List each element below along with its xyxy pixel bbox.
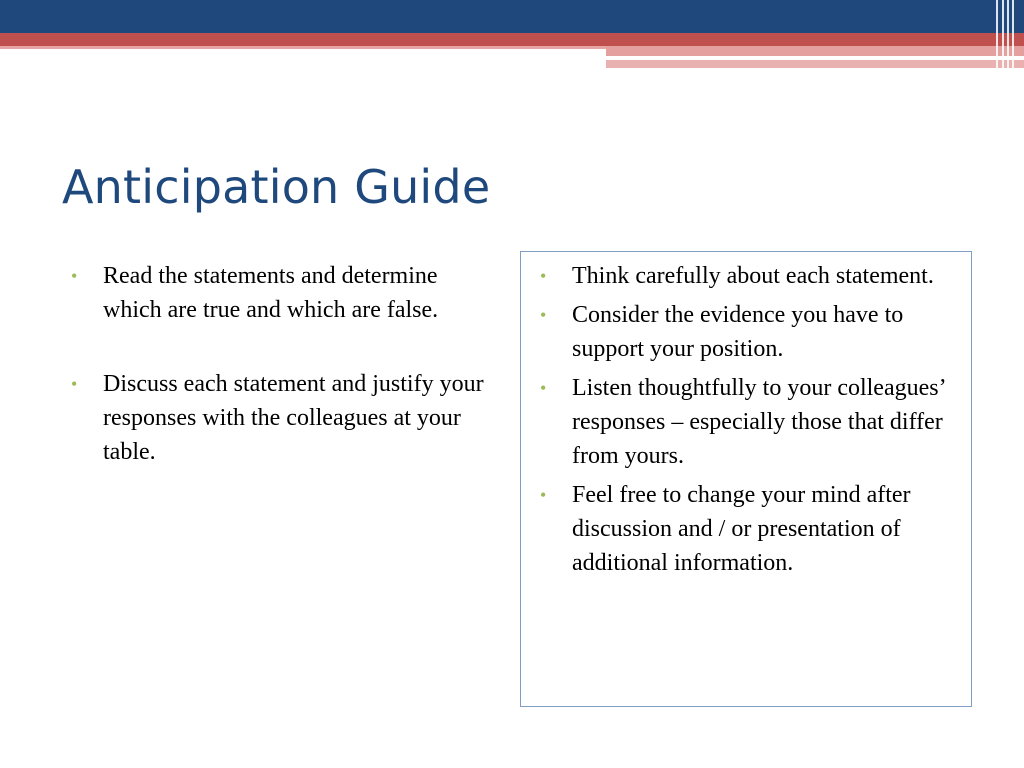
- header-band-blue: [0, 0, 1024, 33]
- bullet-text: Consider the evidence you have to support your position.: [572, 302, 904, 362]
- bullet-text: Read the statements and determine which are true and which are false.: [103, 263, 439, 323]
- slide-title: Anticipation Guide: [62, 160, 491, 214]
- header-band-pink-thin: [0, 46, 610, 49]
- bullet-icon: •: [540, 305, 547, 325]
- list-item: [540, 298, 960, 366]
- list-item: [540, 371, 960, 473]
- left-content: [71, 259, 501, 509]
- bullet-icon: •: [540, 266, 547, 286]
- header-vertical-lines: [994, 0, 1024, 72]
- bullet-text: Think carefully about each statement.: [572, 263, 934, 289]
- list-item: [71, 259, 501, 327]
- bullet-icon: •: [71, 374, 78, 394]
- right-content: [540, 259, 960, 585]
- left-bullet-list: [71, 259, 501, 469]
- header-band-pink-upper: [606, 46, 1024, 56]
- bullet-text: Listen thoughtfully to your colleagues’ responses – especially those that differ from yours.: [572, 375, 945, 469]
- bullet-text: Feel free to change your mind after discussion and / or presentation of additional information.: [572, 482, 911, 576]
- bullet-text: Discuss each statement and justify your responses with the colleagues at your table.: [103, 371, 484, 465]
- header-band-red: [0, 33, 1024, 46]
- header-band-pink-lower: [606, 60, 1024, 68]
- bullet-icon: •: [540, 485, 547, 505]
- bullet-icon: •: [540, 378, 547, 398]
- bullet-icon: •: [71, 266, 78, 286]
- list-item: [540, 478, 960, 580]
- list-item: [71, 367, 501, 469]
- right-bullet-list: [540, 259, 960, 580]
- list-item: [540, 259, 960, 293]
